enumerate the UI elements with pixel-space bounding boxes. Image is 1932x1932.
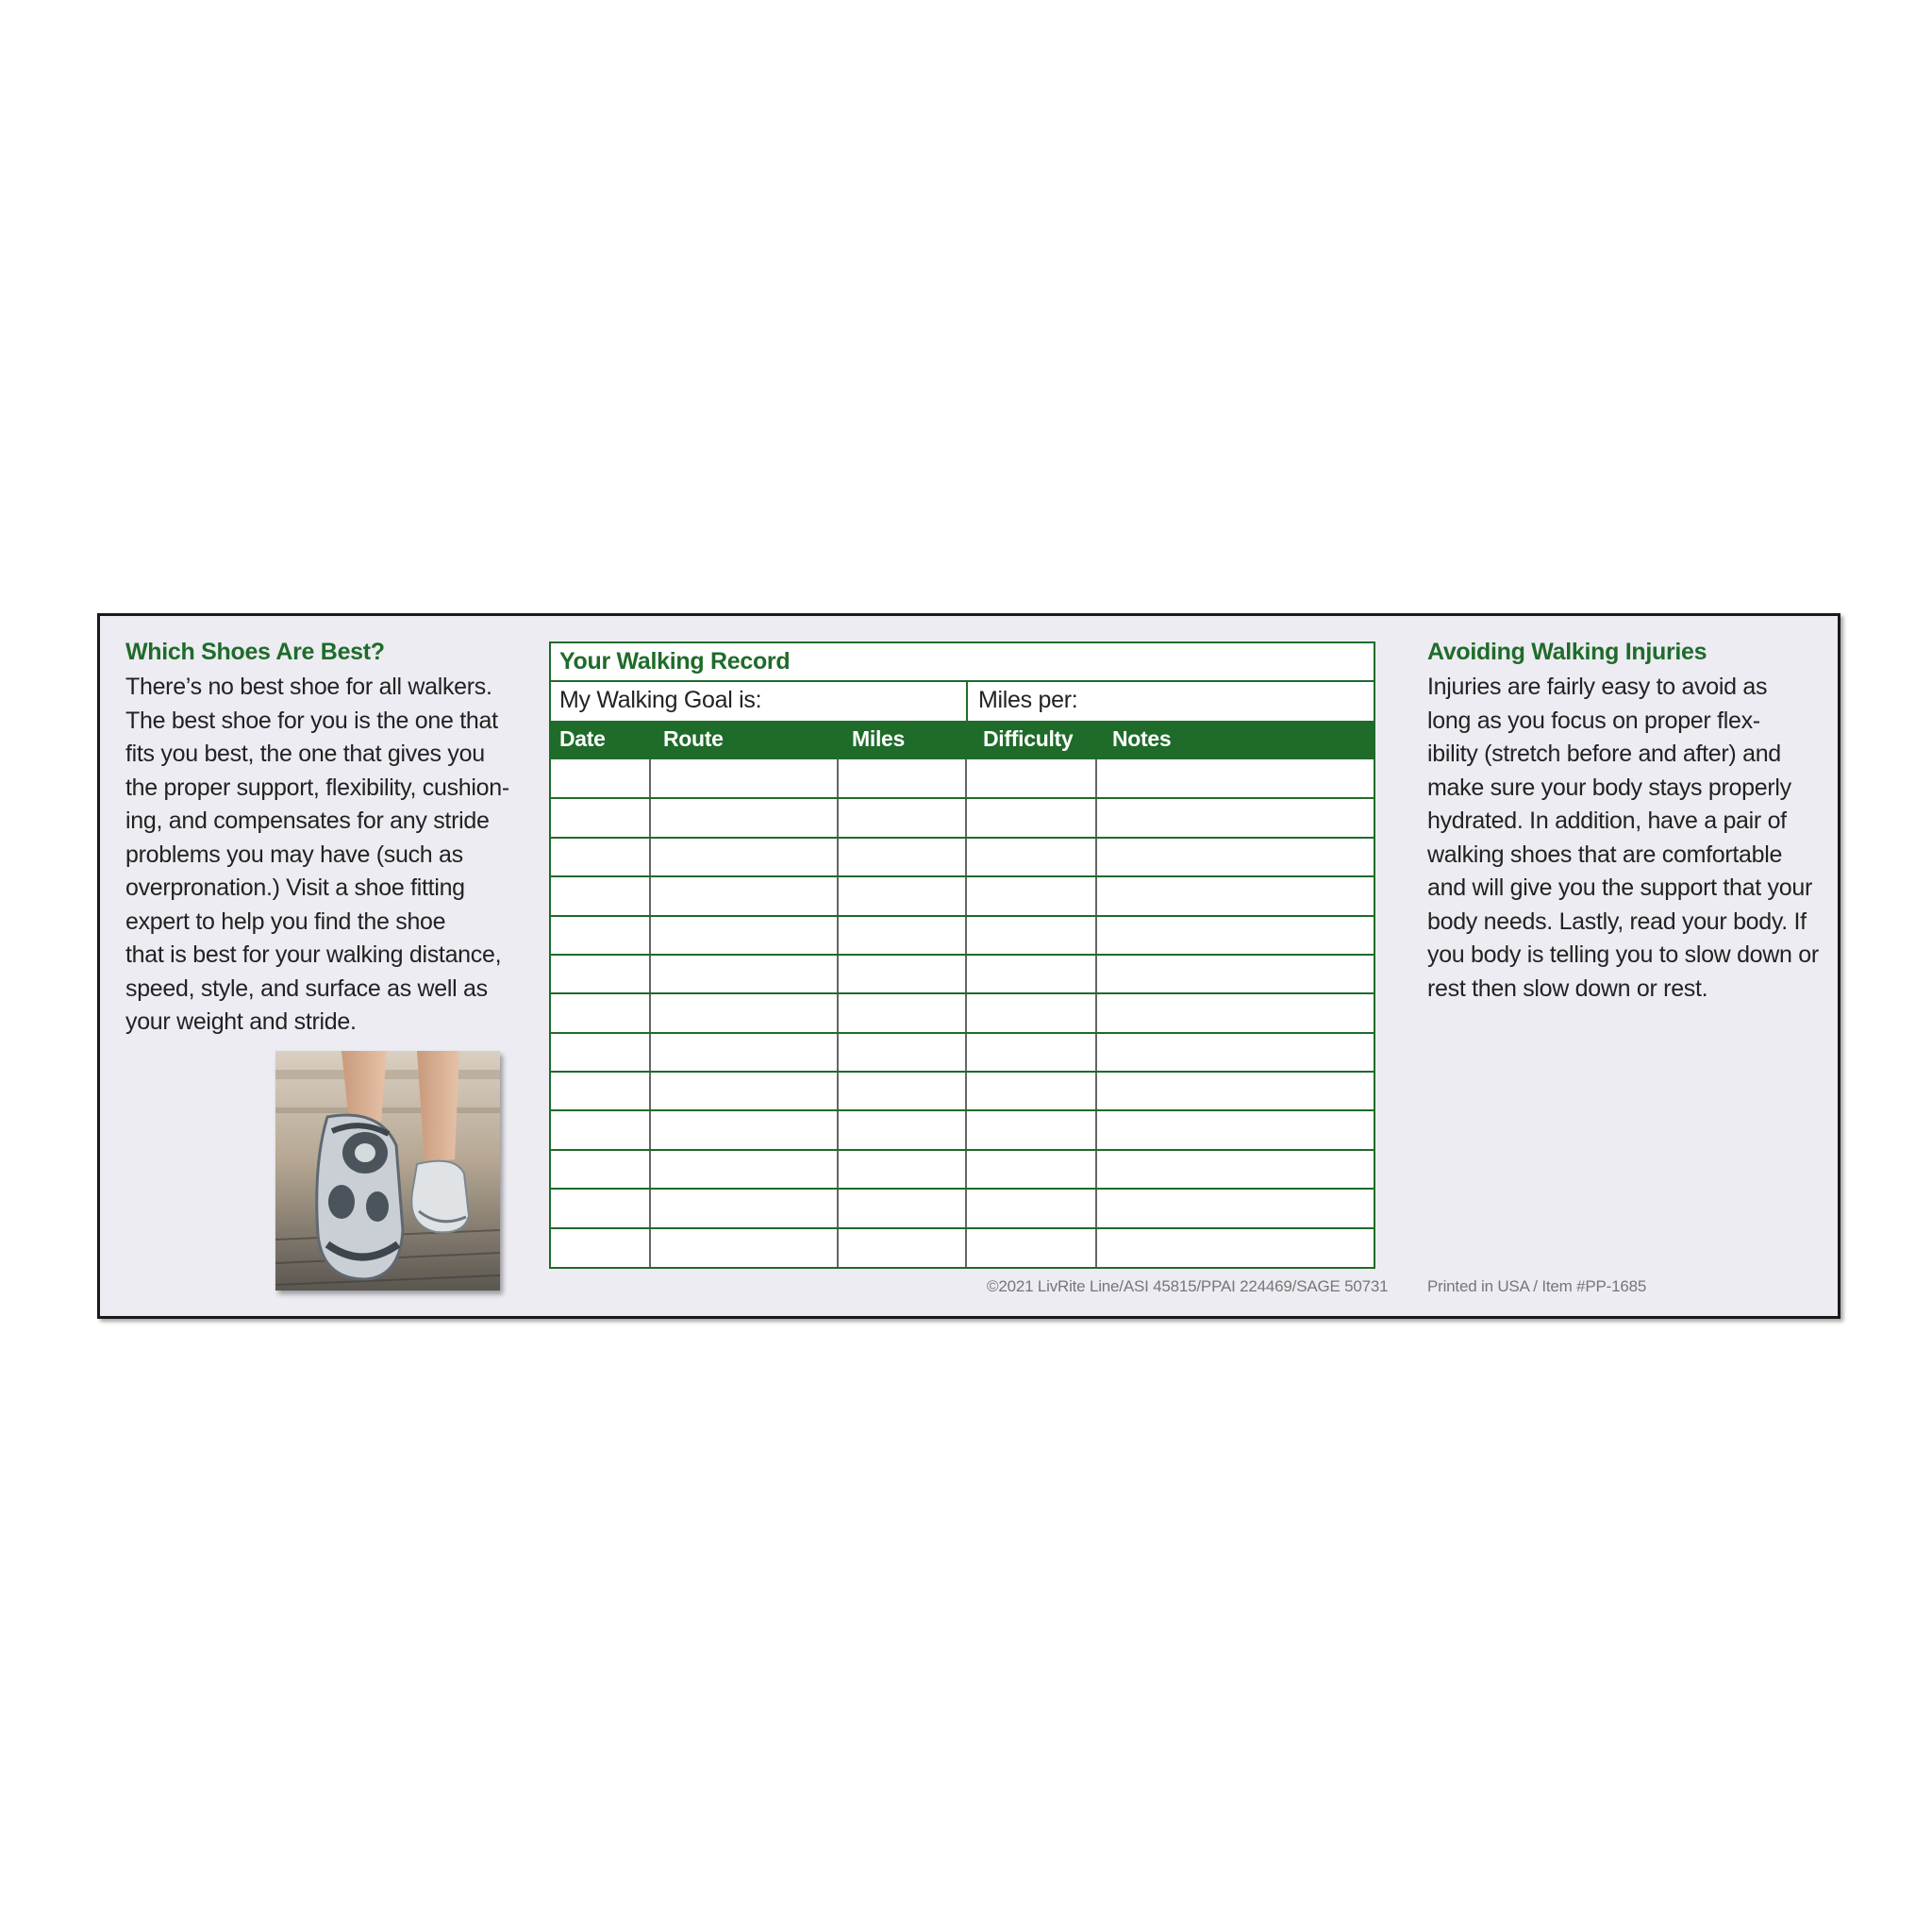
column-header-route: Route	[663, 726, 724, 751]
row-divider	[551, 1227, 1374, 1229]
copyright-text: ©2021 LivRite Line/ASI 45815/PPAI 224469/SAGE 50731	[987, 1277, 1389, 1295]
record-grid[interactable]	[551, 759, 1374, 1267]
row-divider	[551, 915, 1374, 917]
record-title: Your Walking Record	[559, 648, 791, 675]
injuries-paragraph: Injuries are fairly easy to avoid as long as you focus on proper flex- ibility (stretch before and after) and make sure your body stays properly hydrated. In addition, have a pair of walking shoes that are comfortable and will give you the support that your body needs. Lastly, read your body. If you body is telling you to slow down or rest then slow down or rest.	[1427, 674, 1819, 1002]
row-divider	[551, 1109, 1374, 1111]
walking-record-table	[549, 641, 1375, 1269]
printed-info: Printed in USA / Item #PP-1685	[1427, 1277, 1647, 1295]
column-header-miles: Miles	[852, 726, 906, 751]
column-divider	[1095, 759, 1097, 1267]
divider	[966, 682, 968, 721]
row-divider	[551, 1149, 1374, 1151]
column-header-date: Date	[559, 726, 606, 751]
row-divider	[551, 875, 1374, 877]
walking-goal-field[interactable]: My Walking Goal is:	[559, 687, 762, 713]
shoes-heading: Which Shoes Are Best?	[125, 639, 385, 665]
row-divider	[551, 1071, 1374, 1073]
column-divider	[649, 759, 651, 1267]
row-divider	[551, 1188, 1374, 1190]
row-divider	[551, 954, 1374, 956]
row-divider	[551, 992, 1374, 994]
column-header-difficulty: Difficulty	[983, 726, 1074, 751]
injuries-heading: Avoiding Walking Injuries	[1427, 639, 1707, 665]
walking-shoe-photo	[275, 1051, 500, 1291]
shoes-paragraph: There’s no best shoe for all walkers. The best shoe for you is the one that fits you best, the one that gives you the proper support, flexibility, cushion- ing, and compensates for any stride problems you may have (such as overpronation.) Visit a shoe fitting expert to help you find the shoe that is best for your walking distance, speed, style, and surface as well as your weight and stride.	[125, 674, 509, 1035]
divider	[551, 680, 1374, 682]
miles-per-field[interactable]: Miles per:	[978, 687, 1078, 713]
column-divider	[965, 759, 967, 1267]
row-divider	[551, 797, 1374, 799]
table-header	[551, 721, 1374, 759]
column-divider	[837, 759, 839, 1267]
walking-record-card	[97, 613, 1840, 1319]
row-divider	[551, 1032, 1374, 1034]
column-header-notes: Notes	[1112, 726, 1172, 751]
row-divider	[551, 837, 1374, 839]
